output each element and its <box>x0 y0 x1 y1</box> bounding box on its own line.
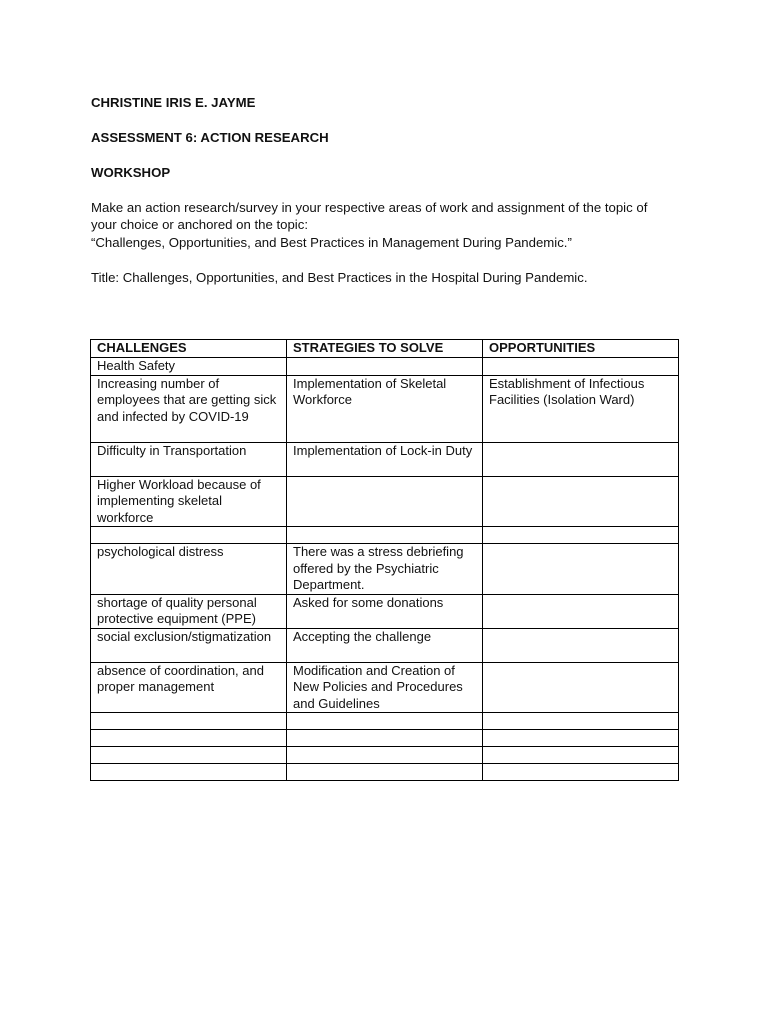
table-row <box>91 544 679 595</box>
cell-opportunity <box>483 358 679 376</box>
cell-opportunity <box>483 594 679 628</box>
cell-opportunity <box>483 747 679 764</box>
cell-opportunity <box>483 544 679 595</box>
cell-strategy: Asked for some donations <box>287 594 483 628</box>
assessment-heading: ASSESSMENT 6: ACTION RESEARCH <box>91 130 329 145</box>
author-name: CHRISTINE IRIS E. JAYME <box>91 95 256 110</box>
cell-challenge: Health Safety <box>91 358 287 376</box>
cell-challenge: absence of coordination, and proper management <box>91 662 287 713</box>
cell-challenge: shortage of quality personal protective equipment (PPE) <box>91 594 287 628</box>
table-row <box>91 764 679 781</box>
cell-challenge <box>91 730 287 747</box>
research-title: Title: Challenges, Opportunities, and Best Practices in the Hospital During Pandemic. <box>91 270 588 285</box>
cell-strategy: There was a stress debriefing offered by the Psychiatric Department. <box>287 544 483 595</box>
cell-opportunity <box>483 442 679 476</box>
cell-opportunity <box>483 628 679 662</box>
cell-challenge: social exclusion/stigmatization <box>91 628 287 662</box>
table-row <box>91 713 679 730</box>
table-header-row <box>91 340 679 358</box>
cell-opportunity <box>483 730 679 747</box>
cell-opportunity: Establishment of Infectious Facilities (Isolation Ward) <box>483 375 679 442</box>
cell-strategy <box>287 476 483 527</box>
cell-challenge <box>91 527 287 544</box>
table-row <box>91 442 679 476</box>
cell-challenge: psychological distress <box>91 544 287 595</box>
research-table <box>90 339 679 781</box>
cell-challenge: Higher Workload because of implementing skeletal workforce <box>91 476 287 527</box>
cell-strategy: Modification and Creation of New Policies and Procedures and Guidelines <box>287 662 483 713</box>
section-heading: WORKSHOP <box>91 165 171 180</box>
cell-strategy <box>287 764 483 781</box>
cell-challenge <box>91 713 287 730</box>
cell-challenge <box>91 764 287 781</box>
cell-opportunity <box>483 764 679 781</box>
instruction-line: Make an action research/survey in your respective areas of work and assignment of the topic of <box>91 200 648 215</box>
cell-opportunity <box>483 662 679 713</box>
header-strategies: STRATEGIES TO SOLVE <box>287 340 483 358</box>
table-row <box>91 527 679 544</box>
table-row <box>91 476 679 527</box>
table-row <box>91 594 679 628</box>
instruction-topic: “Challenges, Opportunities, and Best Practices in Management During Pandemic.” <box>91 235 572 250</box>
cell-challenge <box>91 747 287 764</box>
cell-challenge: Difficulty in Transportation <box>91 442 287 476</box>
table-row <box>91 662 679 713</box>
cell-strategy <box>287 358 483 376</box>
table-row <box>91 628 679 662</box>
cell-strategy <box>287 527 483 544</box>
cell-strategy: Implementation of Skeletal Workforce <box>287 375 483 442</box>
instruction-line: your choice or anchored on the topic: <box>91 217 308 232</box>
header-opportunities: OPPORTUNITIES <box>483 340 679 358</box>
header-challenges: CHALLENGES <box>91 340 287 358</box>
cell-challenge: Increasing number of employees that are getting sick and infected by COVID-19 <box>91 375 287 442</box>
table-row <box>91 747 679 764</box>
cell-opportunity <box>483 476 679 527</box>
table-row <box>91 358 679 376</box>
cell-strategy <box>287 730 483 747</box>
table-row <box>91 375 679 442</box>
cell-strategy: Accepting the challenge <box>287 628 483 662</box>
cell-strategy <box>287 747 483 764</box>
cell-opportunity <box>483 527 679 544</box>
table-row <box>91 730 679 747</box>
cell-strategy: Implementation of Lock-in Duty <box>287 442 483 476</box>
cell-strategy <box>287 713 483 730</box>
cell-opportunity <box>483 713 679 730</box>
